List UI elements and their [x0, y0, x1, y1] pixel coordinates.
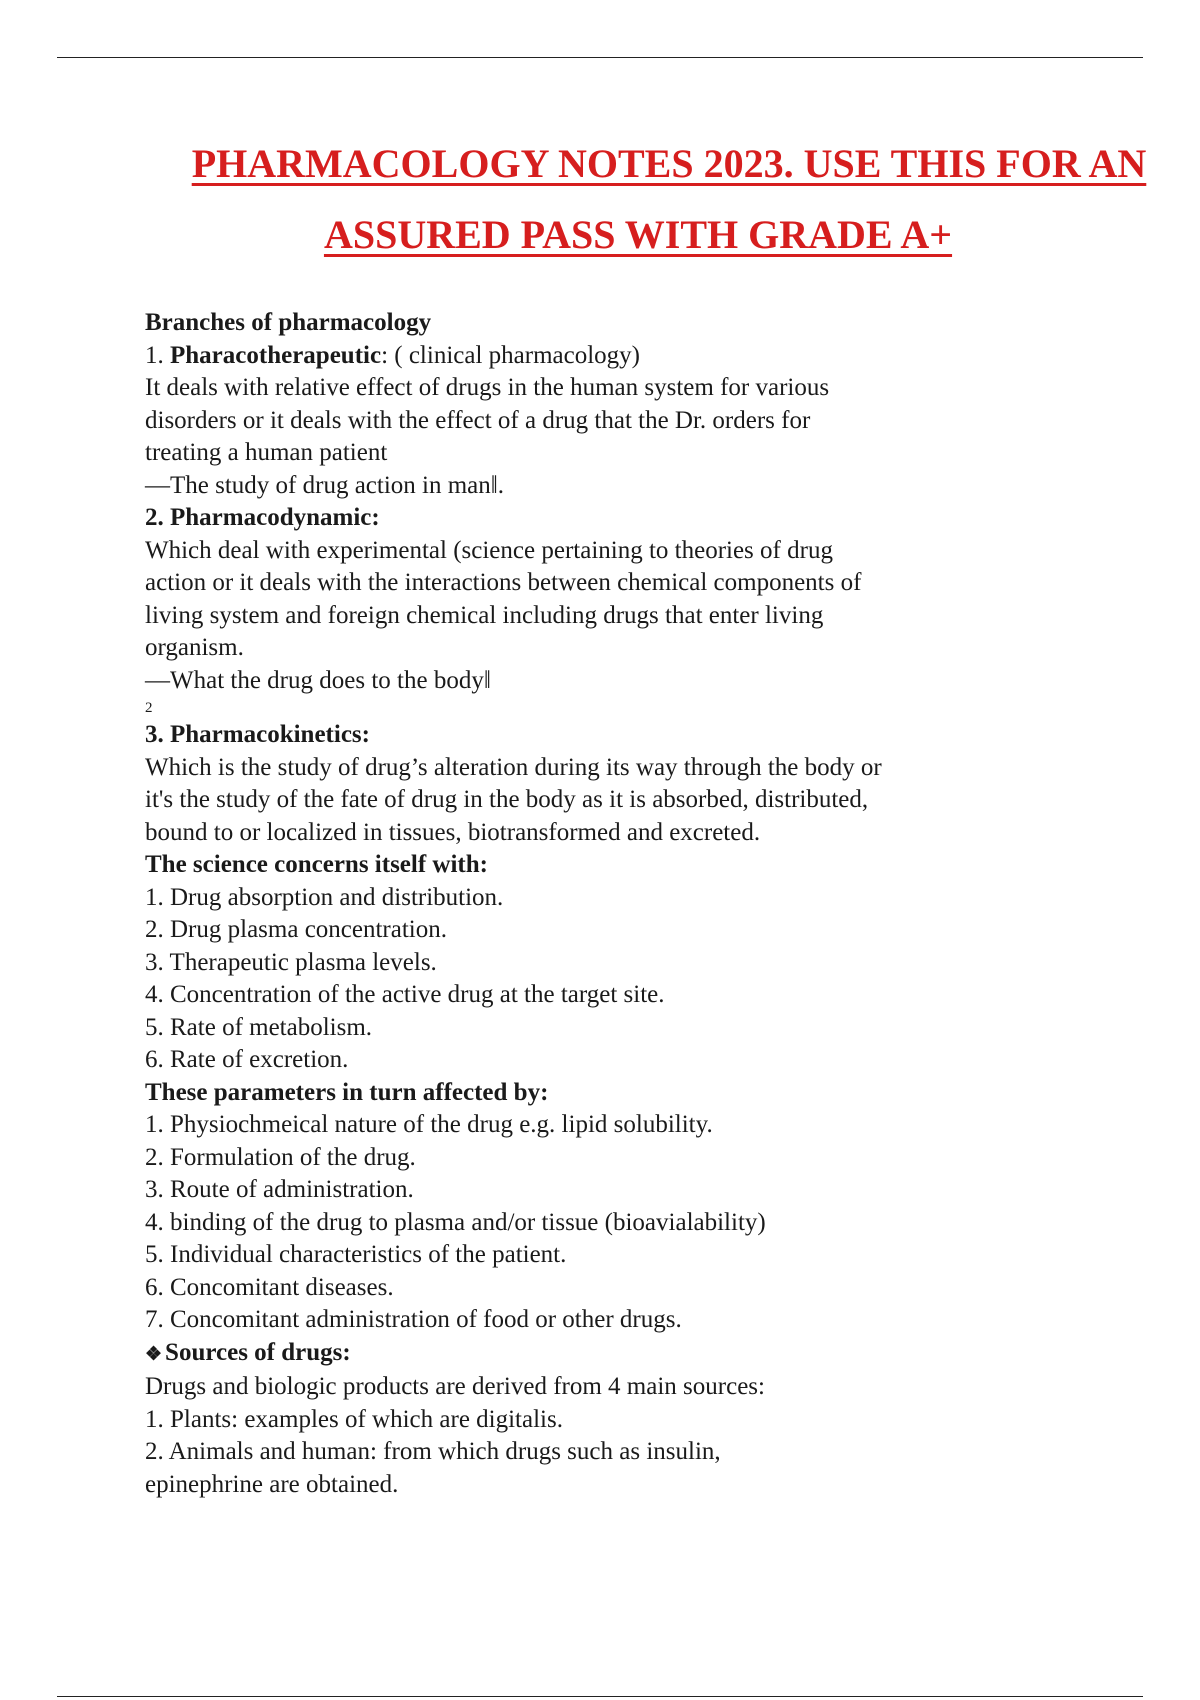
science-heading: The science concerns itself with: — [145, 851, 488, 878]
list-item: 5. Individual characteristics of the patient. — [145, 1241, 567, 1268]
sources-heading — [145, 1337, 1045, 1372]
pharmacokinetics-line: Which is the study of drug’s alteration during its way through the body or — [145, 753, 882, 781]
branches-heading: Branches of pharmacology — [145, 309, 432, 336]
document-title — [0, 128, 1200, 270]
parameters-heading: These parameters in turn affected by: — [145, 1078, 549, 1106]
list-item: 2. Formulation of the drug. — [145, 1143, 416, 1171]
sources-heading-text: Sources of drugs: — [165, 1338, 351, 1366]
list-item: 1. Physiochmeical nature of the drug e.g. lipid solubility. — [145, 1111, 713, 1138]
pharmacodynamic-line: Which deal with experimental (science pertaining to theories of drug — [145, 536, 833, 564]
pharmacodynamic-line: living system and foreign chemical including drugs that enter living — [145, 601, 824, 629]
pharmacotherapeutic-line: treating a human patient — [145, 439, 388, 466]
notes-body — [145, 307, 1045, 1501]
list-item: 5. Rate of metabolism. — [145, 1013, 373, 1041]
title-line-2: ASSURED PASS WITH GRADE A+ — [323, 212, 953, 257]
sources-intro: Drugs and biologic products are derived from 4 main sources: — [145, 1373, 765, 1400]
top-rule — [57, 57, 1143, 58]
list-item: 4. Concentration of the active drug at the target site. — [145, 981, 665, 1008]
pharmacotherapeutic-heading — [145, 340, 1045, 373]
list-item: 2. Animals and human: from which drugs such as insulin, — [145, 1438, 721, 1465]
pharmacodynamic-line: action or it deals with the interactions between chemical components of — [145, 569, 862, 596]
title-line-1: PHARMACOLOGY NOTES 2023. USE THIS FOR AN — [191, 141, 1147, 186]
list-item: 6. Concomitant diseases. — [145, 1273, 394, 1301]
list-item: 4. binding of the drug to plasma and/or tissue (bioavialability) — [145, 1208, 766, 1236]
pharmacodynamic-line: organism. — [145, 634, 244, 661]
pharmacotherapeutic-number: 1. — [145, 341, 170, 369]
bottom-rule — [57, 1696, 1143, 1697]
pharmacotherapeutic-line: disorders or it deals with the effect of a drug that the Dr. orders for — [145, 406, 811, 434]
pharmacodynamic-heading: 2. Pharmacodynamic: — [145, 504, 380, 531]
list-item: 3. Therapeutic plasma levels. — [145, 948, 437, 976]
list-item: 2. Drug plasma concentration. — [145, 916, 447, 943]
pharmacotherapeutic-line: —The study of drug action in man‖. — [145, 471, 505, 499]
list-item: 6. Rate of excretion. — [145, 1046, 349, 1073]
pharmacotherapeutic-suffix: : ( clinical pharmacology) — [381, 341, 640, 369]
list-item: 3. Route of administration. — [145, 1176, 414, 1203]
page-marker: 2 — [145, 700, 153, 716]
pharmacokinetics-heading: 3. Pharmacokinetics: — [145, 721, 370, 748]
list-item: 1. Plants: examples of which are digitalis. — [145, 1405, 563, 1433]
list-item: 7. Concomitant administration of food or other drugs. — [145, 1306, 682, 1333]
pharmacokinetics-line: bound to or localized in tissues, biotransformed and excreted. — [145, 818, 761, 846]
pharmacodynamic-line: —What the drug does to the body‖ — [145, 666, 491, 694]
pharmacotherapeutic-name: Pharacotherapeutic — [170, 341, 382, 369]
list-item-continuation: epinephrine are obtained. — [145, 1470, 399, 1498]
diamond-bullet-icon: ❖ — [145, 1343, 163, 1365]
pharmacokinetics-line: it's the study of the fate of drug in the body as it is absorbed, distributed, — [145, 786, 869, 813]
list-item: 1. Drug absorption and distribution. — [145, 883, 504, 911]
pharmacotherapeutic-line: It deals with relative effect of drugs in the human system for various — [145, 374, 830, 401]
